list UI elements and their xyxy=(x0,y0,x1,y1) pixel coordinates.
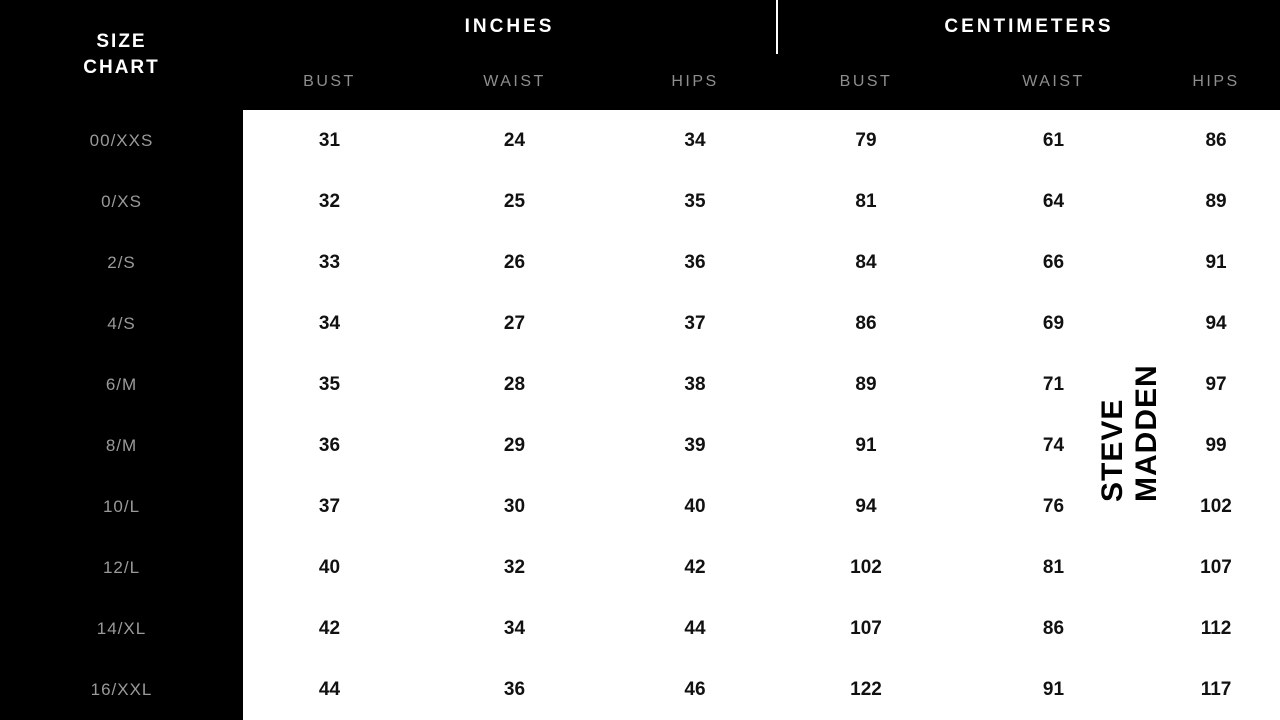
size-label: 12/L xyxy=(0,537,243,598)
header-row-units xyxy=(0,0,1280,54)
cell-waist-cm: 64 xyxy=(955,171,1152,232)
cell-waist-in: 28 xyxy=(416,354,613,415)
column-header-hips-cm: HIPS xyxy=(1152,54,1280,110)
table-row xyxy=(0,415,1280,476)
table-row xyxy=(0,659,1280,720)
cell-waist-in: 36 xyxy=(416,659,613,720)
cell-waist-cm: 69 xyxy=(955,293,1152,354)
cell-bust-in: 33 xyxy=(243,232,416,293)
table-row xyxy=(0,171,1280,232)
brand-watermark-text: STEVE MADDEN xyxy=(1096,364,1163,502)
cell-hips-cm: 94 xyxy=(1152,293,1280,354)
cell-hips-in: 44 xyxy=(613,598,777,659)
cell-waist-cm: 76 xyxy=(955,476,1152,537)
cell-waist-cm: 74 xyxy=(955,415,1152,476)
cell-bust-cm: 102 xyxy=(777,537,955,598)
cell-bust-cm: 84 xyxy=(777,232,955,293)
cell-hips-in: 42 xyxy=(613,537,777,598)
cell-hips-cm: 102 xyxy=(1152,476,1280,537)
cell-hips-in: 39 xyxy=(613,415,777,476)
cell-waist-cm: 71 xyxy=(955,354,1152,415)
cell-bust-cm: 94 xyxy=(777,476,955,537)
size-label: 0/XS xyxy=(0,171,243,232)
cell-hips-in: 36 xyxy=(613,232,777,293)
cell-waist-in: 24 xyxy=(416,110,613,171)
cell-hips-in: 46 xyxy=(613,659,777,720)
cell-bust-cm: 89 xyxy=(777,354,955,415)
size-chart-title-cell xyxy=(0,0,243,110)
cell-hips-cm: 117 xyxy=(1152,659,1280,720)
cell-bust-cm: 79 xyxy=(777,110,955,171)
cell-hips-cm: 89 xyxy=(1152,171,1280,232)
cell-bust-cm: 122 xyxy=(777,659,955,720)
cell-hips-cm: 91 xyxy=(1152,232,1280,293)
cell-waist-in: 32 xyxy=(416,537,613,598)
cell-waist-in: 29 xyxy=(416,415,613,476)
size-label: 10/L xyxy=(0,476,243,537)
cell-waist-cm: 86 xyxy=(955,598,1152,659)
cell-bust-in: 34 xyxy=(243,293,416,354)
cell-hips-cm: 97 xyxy=(1152,354,1280,415)
cell-bust-in: 31 xyxy=(243,110,416,171)
cell-hips-cm: 99 xyxy=(1152,415,1280,476)
cell-waist-cm: 61 xyxy=(955,110,1152,171)
size-label: 16/XXL xyxy=(0,659,243,720)
column-header-hips-in: HIPS xyxy=(613,54,777,110)
column-header-bust-cm: BUST xyxy=(777,54,955,110)
cell-bust-cm: 81 xyxy=(777,171,955,232)
cell-bust-cm: 107 xyxy=(777,598,955,659)
table-row xyxy=(0,537,1280,598)
cell-bust-cm: 86 xyxy=(777,293,955,354)
size-chart-title-line2: CHART xyxy=(83,57,160,78)
cell-hips-cm: 112 xyxy=(1152,598,1280,659)
size-label: 00/XXS xyxy=(0,110,243,171)
table-row xyxy=(0,354,1280,415)
size-chart-title-line1: SIZE xyxy=(96,31,147,52)
cell-hips-cm: 86 xyxy=(1152,110,1280,171)
table-row xyxy=(0,476,1280,537)
cell-bust-in: 35 xyxy=(243,354,416,415)
cell-waist-cm: 66 xyxy=(955,232,1152,293)
size-label: 6/M xyxy=(0,354,243,415)
cell-bust-in: 44 xyxy=(243,659,416,720)
cell-hips-in: 35 xyxy=(613,171,777,232)
cell-waist-in: 30 xyxy=(416,476,613,537)
column-header-bust-in: BUST xyxy=(243,54,416,110)
cell-bust-in: 36 xyxy=(243,415,416,476)
cell-bust-in: 32 xyxy=(243,171,416,232)
size-label: 14/XL xyxy=(0,598,243,659)
cell-hips-in: 34 xyxy=(613,110,777,171)
table-row xyxy=(0,293,1280,354)
cell-waist-in: 25 xyxy=(416,171,613,232)
unit-header-inches: INCHES xyxy=(243,0,777,54)
cell-hips-in: 37 xyxy=(613,293,777,354)
cell-waist-cm: 91 xyxy=(955,659,1152,720)
cell-bust-cm: 91 xyxy=(777,415,955,476)
table-header xyxy=(0,0,1280,110)
size-label: 2/S xyxy=(0,232,243,293)
cell-bust-in: 37 xyxy=(243,476,416,537)
cell-waist-in: 34 xyxy=(416,598,613,659)
cell-waist-in: 27 xyxy=(416,293,613,354)
table-body xyxy=(0,110,1280,720)
table-row xyxy=(0,232,1280,293)
cell-bust-in: 42 xyxy=(243,598,416,659)
cell-hips-cm: 107 xyxy=(1152,537,1280,598)
table-row xyxy=(0,110,1280,171)
cell-hips-in: 38 xyxy=(613,354,777,415)
column-header-waist-cm: WAIST xyxy=(955,54,1152,110)
cell-waist-cm: 81 xyxy=(955,537,1152,598)
column-header-waist-in: WAIST xyxy=(416,54,613,110)
table-row xyxy=(0,598,1280,659)
size-label: 4/S xyxy=(0,293,243,354)
size-label: 8/M xyxy=(0,415,243,476)
unit-header-centimeters: CENTIMETERS xyxy=(777,0,1280,54)
cell-bust-in: 40 xyxy=(243,537,416,598)
cell-waist-in: 26 xyxy=(416,232,613,293)
cell-hips-in: 40 xyxy=(613,476,777,537)
